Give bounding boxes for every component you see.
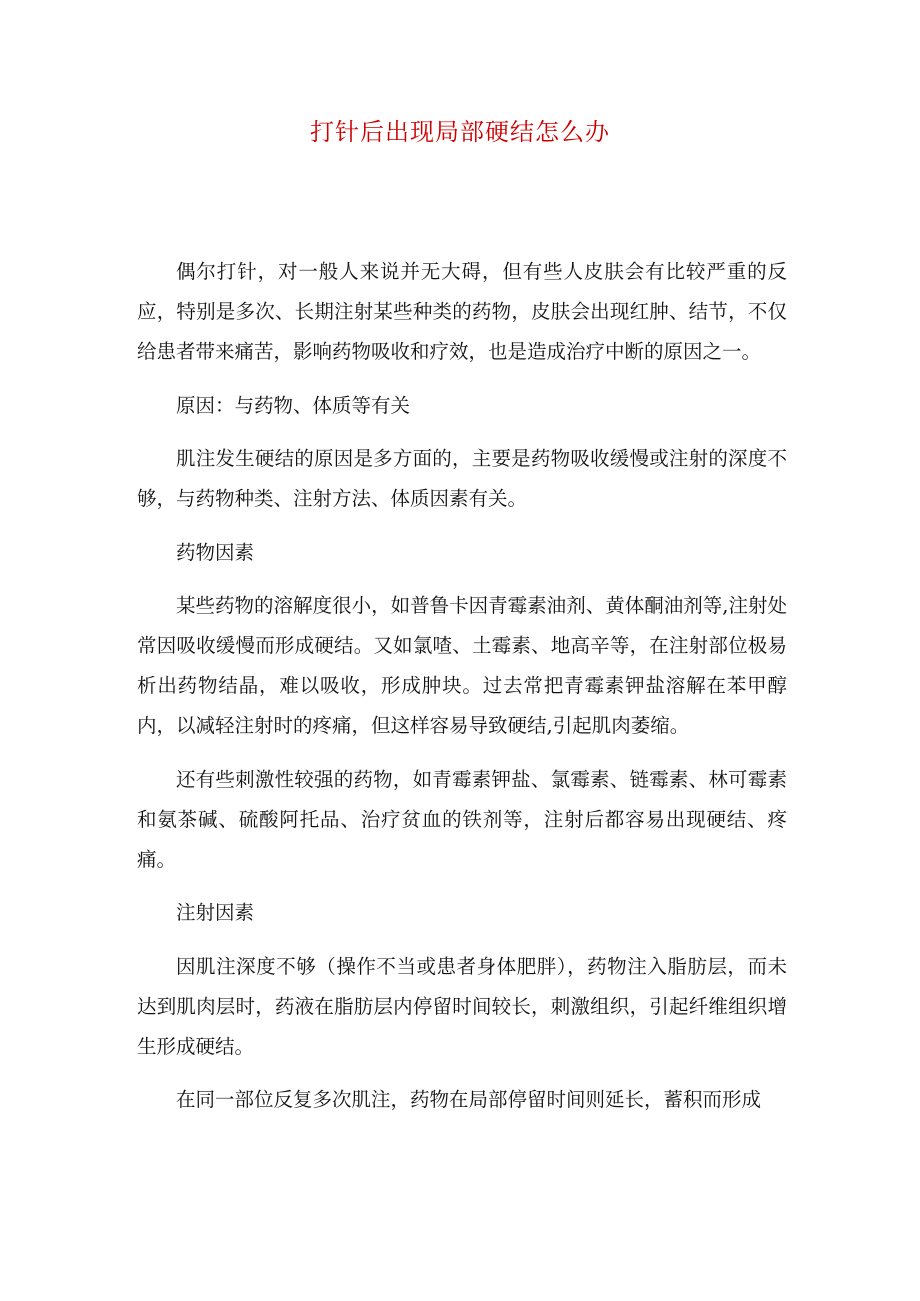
paragraph-injection-factors-heading: 注射因素: [176, 901, 255, 924]
paragraph-irritant-drugs: 还有些刺激性较强的药物，如青霉素钾盐、氯霉素、链霉素、林可霉素和氨茶碱、硫酸阿托品、治疗贫血的铁剂等，注射后都容易出现硬结、疼痛。: [137, 767, 787, 871]
paragraph-cause-heading: 原因：与药物、体质等有关: [176, 393, 411, 417]
document-body: [137, 252, 787, 1134]
paragraph-intro: 偶尔打针，对一般人来说并无大碍，但有些人皮肤会有比较严重的反应，特别是多次、长期注射某些种类的药物，皮肤会出现红肿、结节，不仅给患者带来痛苦，影响药物吸收和疗效，也是造成治疗中断的原因之一。: [137, 260, 787, 363]
paragraph-injection-depth: 因肌注深度不够（操作不当或患者身体肥胖），药物注入脂肪层，而未达到肌肉层时，药液在脂肪层内停留时间较长，刺激组织，引起纤维组织增生形成硬结。: [137, 954, 787, 1058]
paragraph-repeated-injection: 在同一部位反复多次肌注，药物在局部停留时间则延长，蓄积而形成: [176, 1088, 762, 1111]
paragraph-drug-solubility: 某些药物的溶解度很小，如普鲁卡因青霉素油剂、黄体酮油剂等,注射处常因吸收缓慢而形成硬结。又如氯喳、土霉素、地高辛等，在注射部位极易析出药物结晶，难以吸收，形成肿块。过去常把青霉素钾盐溶解在苯甲醇内，以减轻注射时的疼痛，但这样容易导致硬结,引起肌肉萎缩。: [137, 594, 787, 737]
paragraph-cause-summary: 肌注发生硬结的原因是多方面的，主要是药物吸收缓慢或注射的深度不够，与药物种类、注射方法、体质因素有关。: [137, 447, 787, 510]
paragraph-drug-factors-heading: 药物因素: [176, 540, 255, 564]
document-title: 打针后出现局部硬结怎么办: [310, 118, 610, 146]
